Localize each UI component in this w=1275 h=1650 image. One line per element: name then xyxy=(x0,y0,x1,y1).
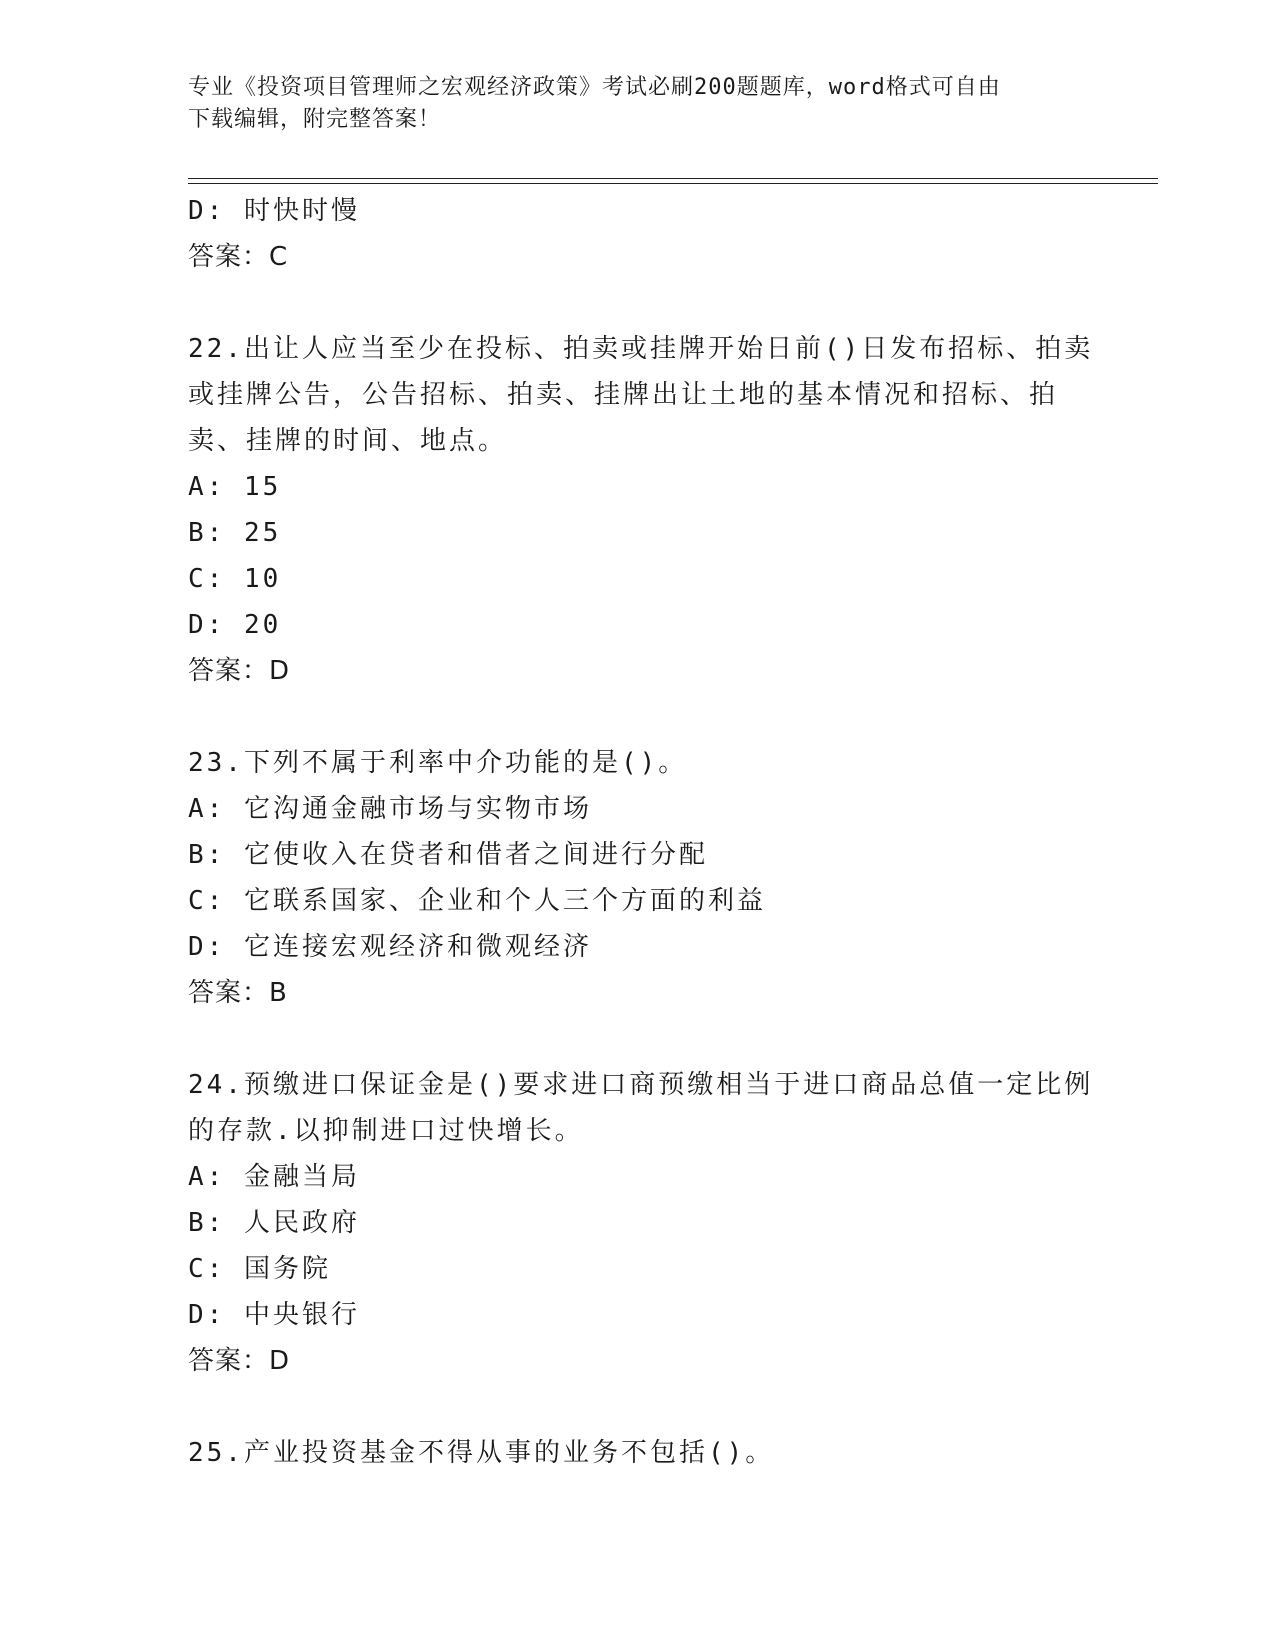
option-d: D: 20 xyxy=(188,610,282,640)
option-d: D: 中央银行 xyxy=(188,1300,360,1330)
spacer xyxy=(188,1384,1088,1430)
option-b: B: 25 xyxy=(188,518,282,548)
question-stem-line: 22.出让人应当至少在投标、拍卖或挂牌开始日前()日发布招标、拍卖 xyxy=(188,334,1094,364)
header-divider-top xyxy=(188,178,1158,179)
question-23 xyxy=(188,740,1088,1016)
option-b: B: 人民政府 xyxy=(188,1208,360,1238)
question-25 xyxy=(188,1430,1088,1476)
option-c: C: 10 xyxy=(188,564,282,594)
question-stem-line: 24.预缴进口保证金是()要求进口商预缴相当于进口商品总值一定比例 xyxy=(188,1070,1094,1100)
question-stem-line: 卖、挂牌的时间、地点。 xyxy=(188,426,508,456)
option-a: A: 15 xyxy=(188,472,282,502)
question-stem-line: 23.下列不属于利率中介功能的是()。 xyxy=(188,748,688,778)
question-22 xyxy=(188,326,1094,694)
option-a: A: 它沟通金融市场与实物市场 xyxy=(188,794,592,824)
option-c: C: 它联系国家、企业和个人三个方面的利益 xyxy=(188,886,766,916)
option-a: A: 金融当局 xyxy=(188,1162,360,1192)
answer: 答案：B xyxy=(188,978,288,1008)
header-divider-bottom xyxy=(188,183,1158,184)
question-content xyxy=(188,188,1094,1476)
question-stem-line: 的存款.以抑制进口过快增长。 xyxy=(188,1116,584,1146)
header-line-1: 专业《投资项目管理师之宏观经济政策》考试必刷200题题库，word格式可自由 xyxy=(188,75,1001,100)
question-24 xyxy=(188,1062,1094,1384)
prev-answer: 答案：C xyxy=(188,242,289,272)
question-stem-line: 25.产业投资基金不得从事的业务不包括()。 xyxy=(188,1438,775,1468)
answer: 答案：D xyxy=(188,656,291,686)
option-b: B: 它使收入在贷者和借者之间进行分配 xyxy=(188,840,708,870)
question-stem-line: 或挂牌公告，公告招标、拍卖、挂牌出让土地的基本情况和招标、拍 xyxy=(188,380,1059,410)
document-header xyxy=(188,72,1068,136)
answer: 答案：D xyxy=(188,1346,291,1376)
header-line-2: 下载编辑，附完整答案！ xyxy=(188,107,442,132)
spacer xyxy=(188,694,1088,740)
option-c: C: 国务院 xyxy=(188,1254,331,1284)
spacer xyxy=(188,1016,1088,1062)
question-22-stem xyxy=(188,326,1094,464)
spacer xyxy=(188,280,1088,326)
prev-option-d: D: 时快时慢 xyxy=(188,196,360,226)
option-d: D: 它连接宏观经济和微观经济 xyxy=(188,932,592,962)
